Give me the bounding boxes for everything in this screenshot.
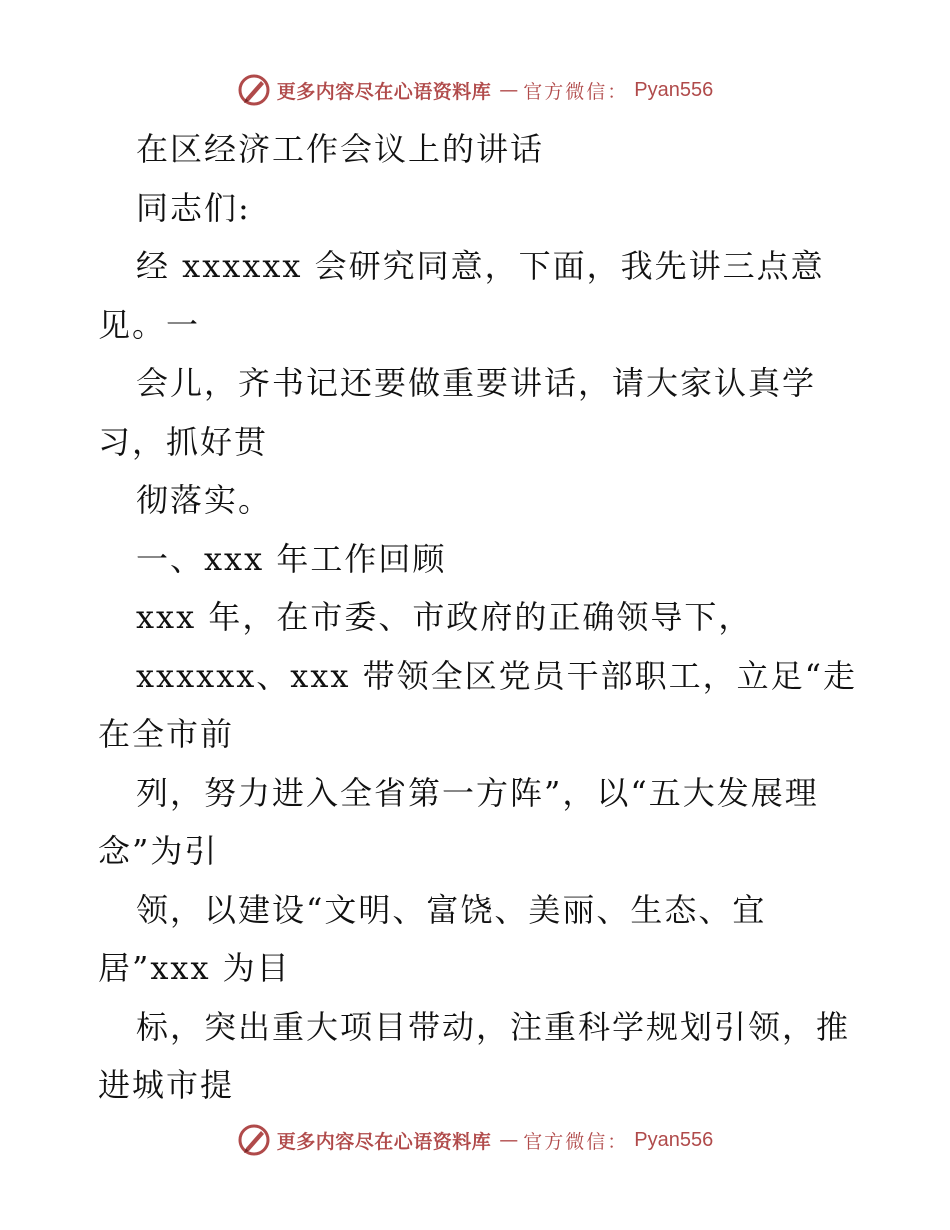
banner-dash: — <box>499 79 516 101</box>
text-line: 念”为引 <box>98 832 219 870</box>
text-line: 经 xxxxxx 会研究同意，下面，我先讲三点意 <box>136 247 825 285</box>
document-title: 在区经济工作会议上的讲话 <box>136 130 545 168</box>
banner-wechat-id: Pyan556 <box>634 1128 714 1151</box>
pen-logo-icon <box>237 73 271 107</box>
banner-wechat-label: 官方微信： <box>523 1130 629 1153</box>
pen-logo-icon <box>237 1123 271 1157</box>
banner-wechat-id: Pyan556 <box>634 78 714 101</box>
document-body <box>98 120 858 1115</box>
text-line: 同志们: <box>136 188 251 227</box>
banner-site-text: 更多内容尽在心语资料库 <box>276 1130 492 1153</box>
text-line: xxxxxx、xxx 带领全区党员干部职工，立足“走 <box>136 656 857 695</box>
text-line: 见。一 <box>98 305 201 344</box>
text-line: 在全市前 <box>98 715 235 753</box>
text-line: 习，抓好贯 <box>98 422 269 461</box>
header-banner <box>0 70 950 110</box>
text-line: 标，突出重大项目带动，注重科学规划引领，推 <box>136 1007 851 1046</box>
banner-dash: — <box>499 1129 516 1151</box>
text-line: 会儿，齐书记还要做重要讲话，请大家认真学 <box>136 364 817 402</box>
banner-site-text: 更多内容尽在心语资料库 <box>276 80 492 103</box>
text-line: 一、xxx 年工作回顾 <box>136 539 447 578</box>
footer-banner <box>0 1120 950 1160</box>
banner-wechat-label: 官方微信： <box>523 80 629 103</box>
text-line: 居”xxx 为目 <box>98 949 291 987</box>
text-line: 进城市提 <box>98 1066 235 1104</box>
text-line: xxx 年，在市委、市政府的正确领导下， <box>136 598 753 636</box>
text-line: 彻落实。 <box>136 481 273 519</box>
text-line: 列，努力进入全省第一方阵”，以“五大发展理 <box>136 773 819 812</box>
text-line: 领，以建设“文明、富饶、美丽、生态、宜 <box>136 890 767 929</box>
